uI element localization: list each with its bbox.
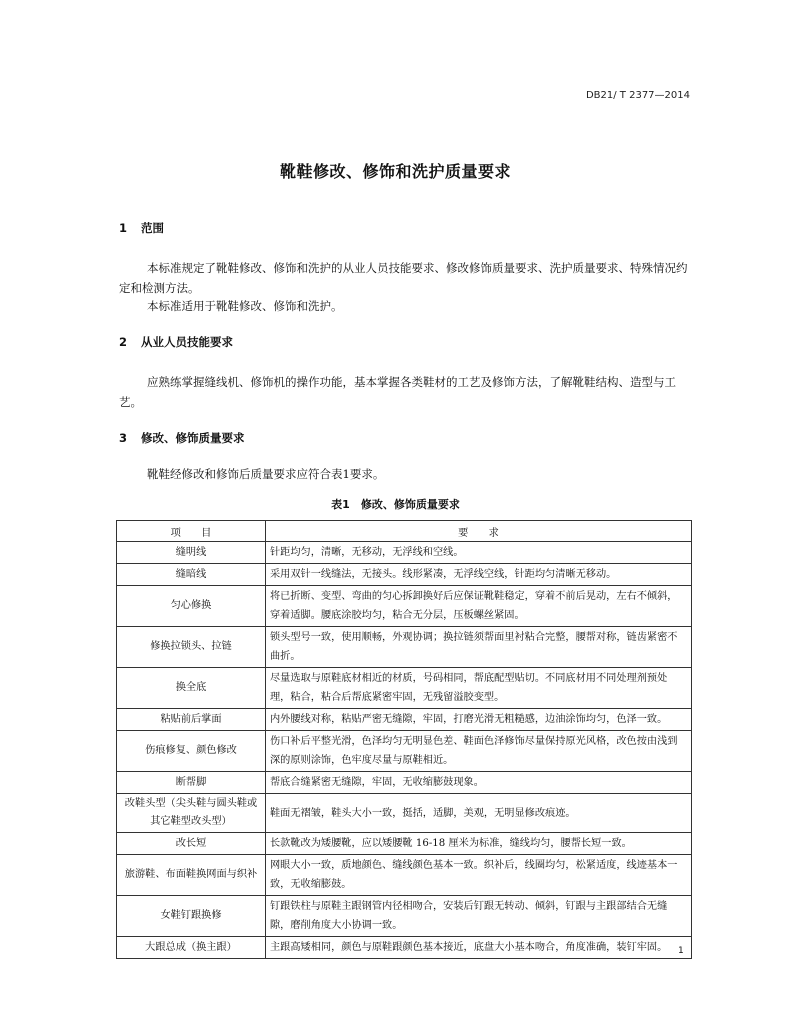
section-1-heading (119, 220, 164, 236)
requirement-cell: 网眼大小一致，质地颜色、缝线颜色基本一致。织补后，线圈均匀，松紧适度，线迹基本一致，无收缩膨鼓。 (266, 855, 692, 896)
document-title: 靴鞋修改、修饰和洗护质量要求 (279, 162, 511, 181)
item-cell: 修换拉锁头、拉链 (117, 627, 266, 668)
requirement-cell: 锁头型号一致，使用顺畅，外观协调；换拉链须帮面里衬粘合完整，腰帮对称，链齿紧密不曲折。 (266, 627, 692, 668)
item-cell: 女鞋钉跟换修 (117, 896, 266, 937)
item-cell: 缝暗线 (117, 564, 266, 586)
requirement-cell: 主跟高矮相同，颜色与原鞋跟颜色基本接近，底盘大小基本吻合，角度准确，装钉牢固。 (266, 937, 692, 959)
section-title: 范围 (141, 221, 164, 235)
table-row (117, 855, 692, 896)
section-title: 修改、修饰质量要求 (141, 431, 245, 445)
standard-code: DB21/ T 2377—2014 (585, 90, 690, 101)
section-3-paragraph-1: 靴鞋经修改和修饰后质量要求应符合表1要求。 (147, 467, 385, 481)
item-cell: 缝明线 (117, 542, 266, 564)
column-header-item: 项 目 (117, 521, 266, 542)
requirement-cell: 长款靴改为矮腰靴，应以矮腰靴 16-18 厘米为标准，缝线均匀，腰帮长短一致。 (266, 833, 692, 855)
table-header-row (117, 521, 692, 542)
table-row (117, 937, 692, 959)
table-row (117, 833, 692, 855)
item-cell: 匀心修换 (117, 586, 266, 627)
item-cell: 伤痕修复、颜色修改 (117, 731, 266, 772)
table-row (117, 586, 692, 627)
column-header-requirement: 要 求 (266, 521, 692, 542)
table-row (117, 896, 692, 937)
section-2-paragraph-1: 应熟练掌握缝线机、修饰机的操作功能，基本掌握各类鞋材的工艺及修饰方法，了解靴鞋结构、造型与工艺。 (119, 375, 676, 409)
table-row (117, 627, 692, 668)
item-cell: 改鞋头型（尖头鞋与圆头鞋或其它鞋型改头型） (117, 794, 266, 833)
item-cell: 改长短 (117, 833, 266, 855)
table-row (117, 772, 692, 794)
section-number: 3 (119, 431, 128, 445)
item-cell: 断帮脚 (117, 772, 266, 794)
table-row (117, 542, 692, 564)
section-1-paragraph-1: 本标准规定了靴鞋修改、修饰和洗护的从业人员技能要求、修改修饰质量要求、洗护质量要求、特殊情况约定和检测方法。 (119, 261, 688, 295)
item-cell: 旅游鞋、布面鞋换网面与织补 (117, 855, 266, 896)
item-cell: 换全底 (117, 668, 266, 709)
table-row (117, 709, 692, 731)
requirement-cell: 将已折断、变型、弯曲的匀心拆卸换好后应保证靴鞋稳定，穿着不前后晃动，左右不倾斜，穿着适脚。腰底涂胶均匀，粘合无分层，压板螺丝紧固。 (266, 586, 692, 627)
requirement-cell: 鞋面无褶皱，鞋头大小一致，挺括，适脚，美观，无明显修改痕迹。 (266, 794, 692, 833)
section-2-heading (119, 334, 233, 350)
item-cell: 大跟总成（换主跟） (117, 937, 266, 959)
section-title: 从业人员技能要求 (141, 335, 233, 349)
quality-requirements-table (116, 520, 692, 959)
table-row (117, 794, 692, 833)
requirement-cell: 钉跟铁柱与原鞋主跟钢管内径相吻合，安装后钉跟无转动、倾斜，钉跟与主跟部结合无缝隙，磨削角度大小协调一致。 (266, 896, 692, 937)
table-row (117, 731, 692, 772)
page-number: 1 (678, 946, 684, 956)
requirement-cell: 内外腰线对称，粘贴严密无缝隙，牢固，打磨光滑无粗糙感，边油涂饰均匀，色泽一致。 (266, 709, 692, 731)
requirement-cell: 帮底合缝紧密无缝隙，牢固，无收缩膨鼓现象。 (266, 772, 692, 794)
requirement-cell: 针距均匀，清晰，无移动，无浮线和空线。 (266, 542, 692, 564)
section-3-heading (119, 430, 245, 446)
section-number: 2 (119, 335, 128, 349)
item-cell: 粘贴前后掌面 (117, 709, 266, 731)
table-caption: 表1 修改、修饰质量要求 (331, 498, 460, 511)
section-number: 1 (119, 221, 128, 235)
requirement-cell: 伤口补后平整光滑，色泽均匀无明显色差、鞋面色泽修饰尽量保持原光风格，改色按由浅到深的原则涂饰，色牢度尽量与原鞋相近。 (266, 731, 692, 772)
requirement-cell: 尽量选取与原鞋底材相近的材质，号码相同，帮底配型贴切。不同底材用不同处理剂预处理，粘合，粘合后帮底紧密牢固，无残留溢胶变型。 (266, 668, 692, 709)
section-1-paragraph-2: 本标准适用于靴鞋修改、修饰和洗护。 (147, 299, 343, 313)
requirement-cell: 采用双针一线缝法，无接头。线形紧凑，无浮线空线，针距均匀清晰无移动。 (266, 564, 692, 586)
table-row (117, 668, 692, 709)
table-row (117, 564, 692, 586)
